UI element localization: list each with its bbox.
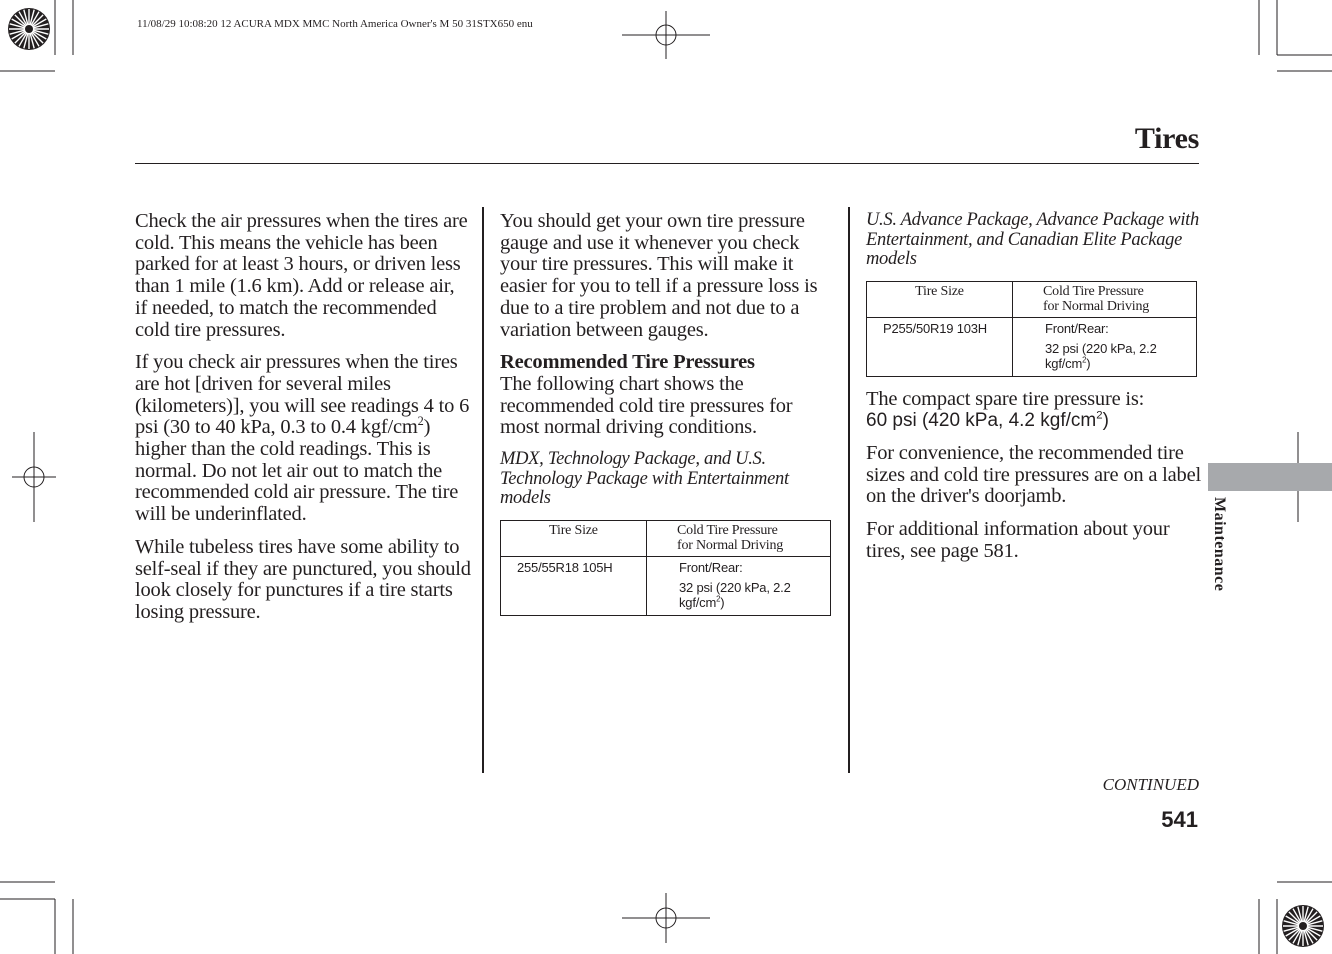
paragraph-label-location: For convenience, the recommended tire sizes and cold tire pressures are on a label on the driver's doorjamb. (866, 441, 1202, 508)
paragraph-see-page: For additional information about your tires, see page 581. (866, 518, 1170, 562)
table-1-caption: MDX, Technology Package, and U.S. Technology Package with Entertainment models (500, 449, 789, 509)
section-label: Maintenance (1211, 497, 1228, 592)
table-cell-pressure: Front/Rear: 32 psi (220 kPa, 2.2 kgf/$cm^2$) (1013, 317, 1197, 376)
table-2-caption: U.S. Advance Package, Advance Package with Entertainment, and Canadian Elite Package models (866, 210, 1199, 269)
paragraph-check-cold: Check the air pressures when the tires are cold. This means the vehicle has been parked for at least 3 hours, or driven less than 1 mile (1.6 km). Add or release air, if needed, to match the recommended cold tire pressures. (135, 210, 468, 341)
continued-label: CONTINUED (1102, 775, 1199, 794)
registration-target-top (622, 11, 712, 61)
section-tab (1208, 463, 1332, 491)
column-divider-2 (848, 207, 850, 773)
section-recommended-pressures (500, 352, 836, 439)
table-header-tire-size: Tire Size (501, 520, 647, 556)
table-header-tire-size: Tire Size (867, 281, 1013, 317)
page-number: 541 (1161, 807, 1198, 832)
paragraph-tubeless: While tubeless tires have some ability to self-seal if they are punctured, you should look closely for punctures if a tire starts losing pressure. (135, 535, 471, 623)
column-divider-1 (482, 207, 484, 773)
section-intro: The following chart shows the recommended cold tire pressures for most normal driving conditions. (500, 372, 793, 439)
paragraph-gauge: You should get your own tire pressure gauge and use it whenever you check your tire pressures. This will make it easier for you to tell if a pressure loss is due to a tire problem and not due to a variation between gauges. (500, 210, 818, 341)
tire-pressure-table-2 (866, 281, 1197, 377)
registration-target-bottom (622, 893, 712, 943)
print-info: 11/08/29 10:08:20 12 ACURA MDX MMC North America Owner's M 50 31STX650 enu (137, 18, 533, 30)
table-cell-pressure: Front/Rear: 32 psi (220 kPa, 2.2 kgf/$cm^2$) (647, 556, 831, 615)
tire-pressure-table-1 (500, 520, 831, 616)
column-2 (500, 211, 836, 628)
table-header-pressure: Cold Tire Pressure for Normal Driving (1013, 281, 1197, 317)
section-heading: Recommended Tire Pressures (500, 351, 755, 374)
header-rule (135, 163, 1199, 164)
paragraph-spare-tire: The compact spare tire pressure is: 60 psi (420 kPa, 4.2 kgf/$cm^2$) (866, 387, 1145, 432)
spare-pressure-value: 60 psi (420 kPa, 4.2 kgf/$cm^2$) (866, 409, 1109, 432)
registration-target-left (12, 432, 56, 522)
table-cell-size: P255/50R19 103H (867, 317, 1013, 376)
page-title: Tires (1134, 122, 1199, 155)
table-header-pressure: Cold Tire Pressure for Normal Driving (647, 520, 831, 556)
column-1 (135, 211, 471, 635)
starburst-target-bottom-right (1280, 903, 1326, 949)
starburst-target-top-left (6, 6, 52, 52)
table-cell-size: 255/55R18 105H (501, 556, 647, 615)
column-3 (866, 211, 1202, 573)
paragraph-hot-tires: If you check air pressures when the tires are hot [driven for several miles (kilometers)], you will see readings 4 to 6 psi (30 to 40 kPa, 0.3 to 0.4 kgf/$cm^2$) higher than the cold readings. This is normal. Do not let air out to match the recommended cold air pressure. The tire will be underinflated. (135, 351, 470, 526)
